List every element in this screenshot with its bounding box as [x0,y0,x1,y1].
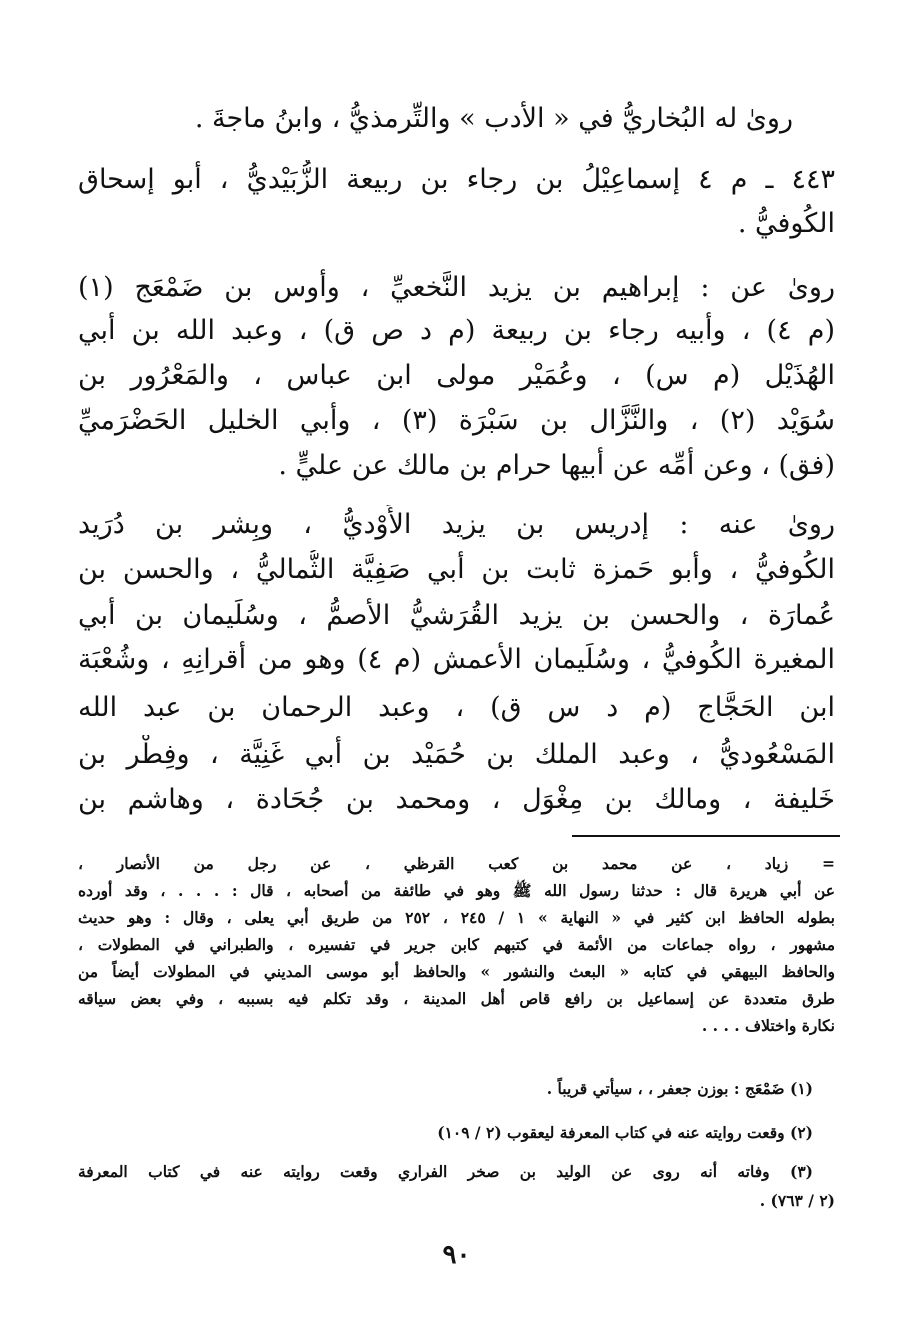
main-text-line: عُمارَة ، والحسن بن يزيد القُرَشيُّ الأصمُّ ، وسُلَيمان بن أبي [78,600,835,631]
narrated-by-line: رویٰ عنه : إدريس بن يزيد الأَوْديُّ ، وبِشر بن دُرَيد [78,509,835,540]
footnote-line: مشهور ، رواه جماعات من الأئمة في كتبهم كابن جرير في تفسيره ، والطبراني في المطولات ، [78,935,835,954]
main-text-line: الهُذَيْل (م س) ، وعُمَيْر مولى ابن عباس ، والمَعْرُور بن [78,360,835,391]
narrated-from-line: رویٰ عن : إبراهيم بن يزيد النَّخعيِّ ، وأوس بن ضَمْعَج (١) [78,272,835,303]
footnote-separator [572,835,840,837]
main-text-line: المَسْعُوديُّ ، وعبد الملك بن حُمَيْد بن أبي غَنِيَّة ، وفِطْر بن [78,739,835,770]
footnote-line: والحافظ البيهقي في كتابه « البعث والنشور » والحافظ أبو موسى المديني في المطولات أيضاً من [78,962,835,981]
main-text-line: الكُوفيُّ . [737,208,835,239]
footnote-line: بطوله الحافظ ابن كثير في « النهاية » ١ / ٢٤٥ ، ٢٥٢ من طريق أبي يعلى ، وقال : وهو حديث [78,908,835,927]
main-text-line: ابن الحَجَّاج (م د س ق) ، وعبد الرحمان بن عبد الله [78,692,835,723]
main-text-line: المغيرة الكُوفيُّ ، وسُلَيمان الأعمش (م ٤) وهو من أقرانِهِ ، وشُعْبَة [78,644,835,675]
entry-heading-line: ٤٤٣ ـ م ٤ إسماعِيْلُ بن رجاء بن ربيعة الزُّبَيْديُّ ، أبو إسحاق [78,164,835,195]
footnote-line: نكارة واختلاف . . . . [701,1016,835,1035]
footnote-line: طرق متعددة عن إسماعيل بن رافع قاص أهل المدينة ، وقد تكلم فيه بسببه ، وفي بعض سياقه [78,989,835,1008]
footnote-1: (١) ضَمْعَج : بوزن جعفر ، ، سيأتي قريباً . [546,1079,813,1098]
footnote-2: (٢) وقعت روايته عنه في كتاب المعرفة ليعقوب (٢ / ١٠٩) [437,1123,813,1142]
main-text-line: (م ٤) ، وأبيه رجاء بن ربيعة (م د ص ق) ، وعبد الله بن أبي [78,315,835,346]
footnote-3: (٣) وفاته أنه روى عن الوليد بن صخر الفراري وقعت روايته عنه في كتاب المعرفة [78,1162,813,1181]
footnote-line: عن أبي هريرة قال : حدثنا رسول الله ﷺ وهو في طائفة من أصحابه ، قال : . . . ، وقد أورده [78,881,835,900]
main-text-line: (فق) ، وعن أُمِّه عن أبيها حرام بن مالك عن عليٍّ . [278,450,835,481]
main-text-line: خَليفة ، ومالك بن مِغْوَل ، ومحمد بن جُحَادة ، وهاشم بن [78,784,835,815]
footnote-line: = زياد ، عن محمد بن كعب القرظي ، عن رجل من الأنصار ، [78,854,835,873]
footnote-3-continued: (٢ / ٧٦٣) . [759,1191,835,1210]
page-number: ٩٠ [442,1240,471,1270]
main-text-line: سُوَيْد (٢) ، والنَّزَّال بن سَبْرَة (٣) ، وأبي الخليل الحَضْرَميِّ [78,405,835,436]
main-text-line: رویٰ له البُخاريُّ في « الأدب » والتِّرمذيُّ ، وابنُ ماجةَ . [194,103,793,134]
main-text-line: الكُوفيُّ ، وأبو حَمزة ثابت بن أبي صَفِيَّة الثُّماليُّ ، والحسن بن [78,554,835,585]
